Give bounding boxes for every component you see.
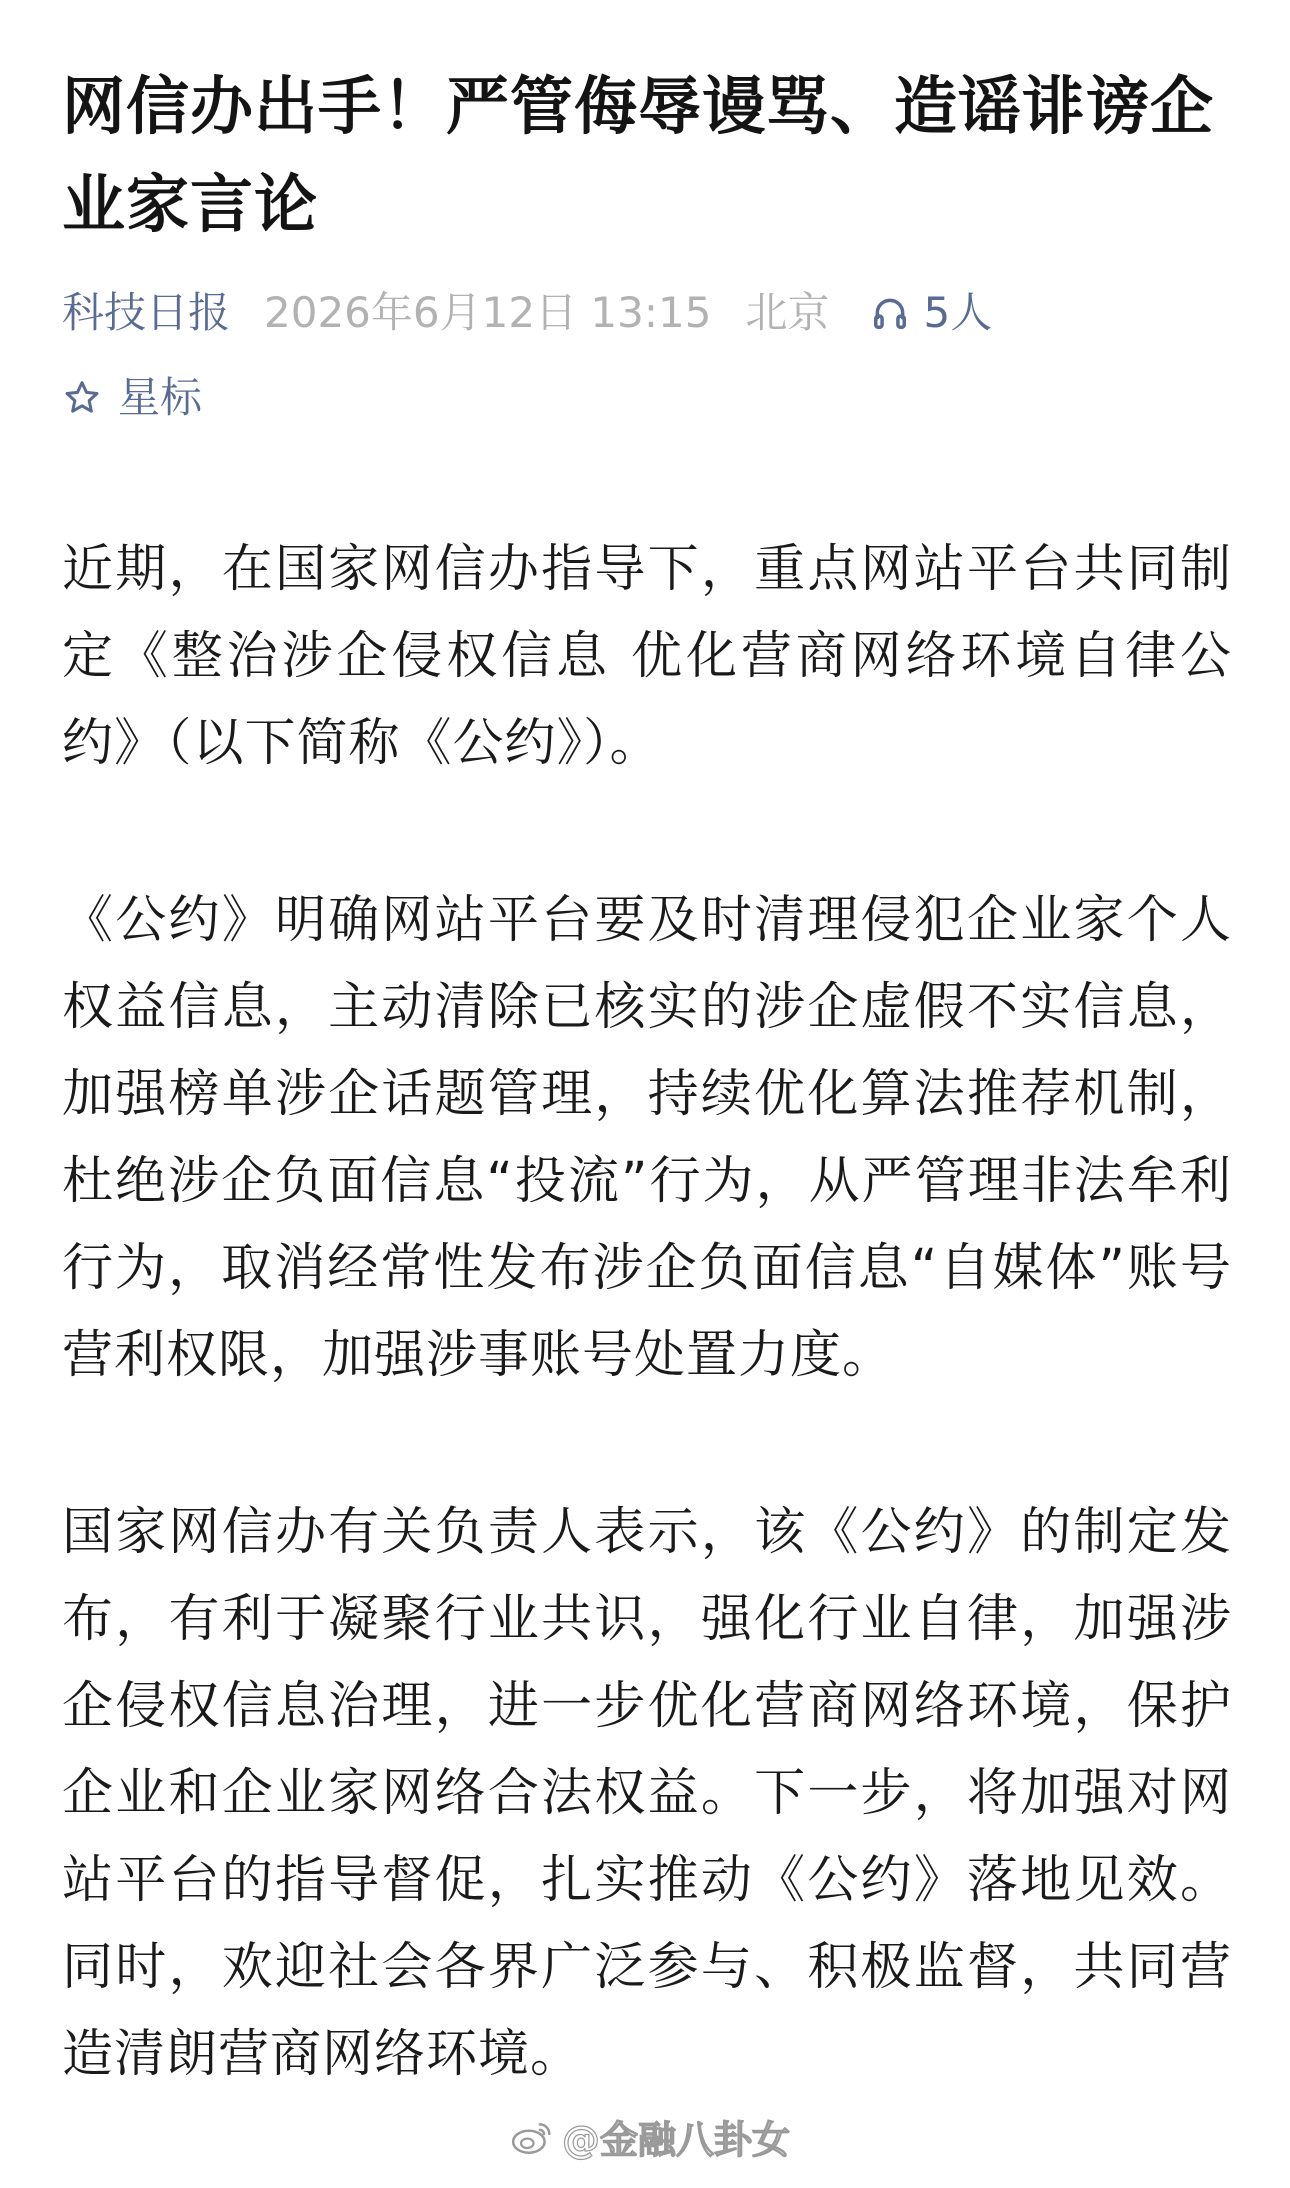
watermark-text: @金融八卦女 [561, 2118, 790, 2162]
article-meta [62, 278, 1232, 348]
listen-button[interactable] [871, 278, 992, 348]
article [62, 58, 1232, 2188]
weibo-watermark [510, 2109, 790, 2164]
article-title: 网信办出手！严管侮辱谩骂、造谣诽谤企业家言论 [62, 70, 1214, 241]
paragraph: 近期，在国家网信办指导下，重点网站平台共同制定《整治涉企侵权信息 优化营商网络环境自律公约》（以下简称《公约》）。 [62, 540, 1232, 773]
source-link[interactable]: 科技日报 [62, 288, 231, 337]
paragraph: 国家网信办有关负责人表示，该《公约》的制定发布，有利于凝聚行业共识，强化行业自律，加强涉企侵权信息治理，进一步优化营商网络环境，保护企业和企业家网络合法权益。下一步，将加强对网站平台的指导督促，扎实推动《公约》落地见效。同时，欢迎社会各界广泛参与、积极监督，共同营造清朗营商网络环境。 [62, 1503, 1232, 2084]
star-button[interactable] [62, 368, 1232, 428]
publish-date: 2026年6月12日 13:15 [264, 288, 712, 337]
headphones-icon [871, 294, 909, 332]
listener-count: 5人 [923, 288, 993, 337]
publish-location: 北京 [745, 288, 830, 337]
article-body [62, 526, 1232, 2098]
paragraph: 《公约》明确网站平台要及时清理侵犯企业家个人权益信息，主动清除已核实的涉企虚假不实信息，加强榜单涉企话题管理，持续优化算法推荐机制，杜绝涉企负面信息“投流”行为，从严管理非法牟利行为，取消经常性发布涉企负面信息“自媒体”账号营利权限，加强涉事账号处置力度。 [62, 891, 1232, 1385]
weibo-icon [510, 2118, 554, 2156]
star-icon [62, 378, 102, 418]
star-label: 星标 [118, 373, 203, 422]
